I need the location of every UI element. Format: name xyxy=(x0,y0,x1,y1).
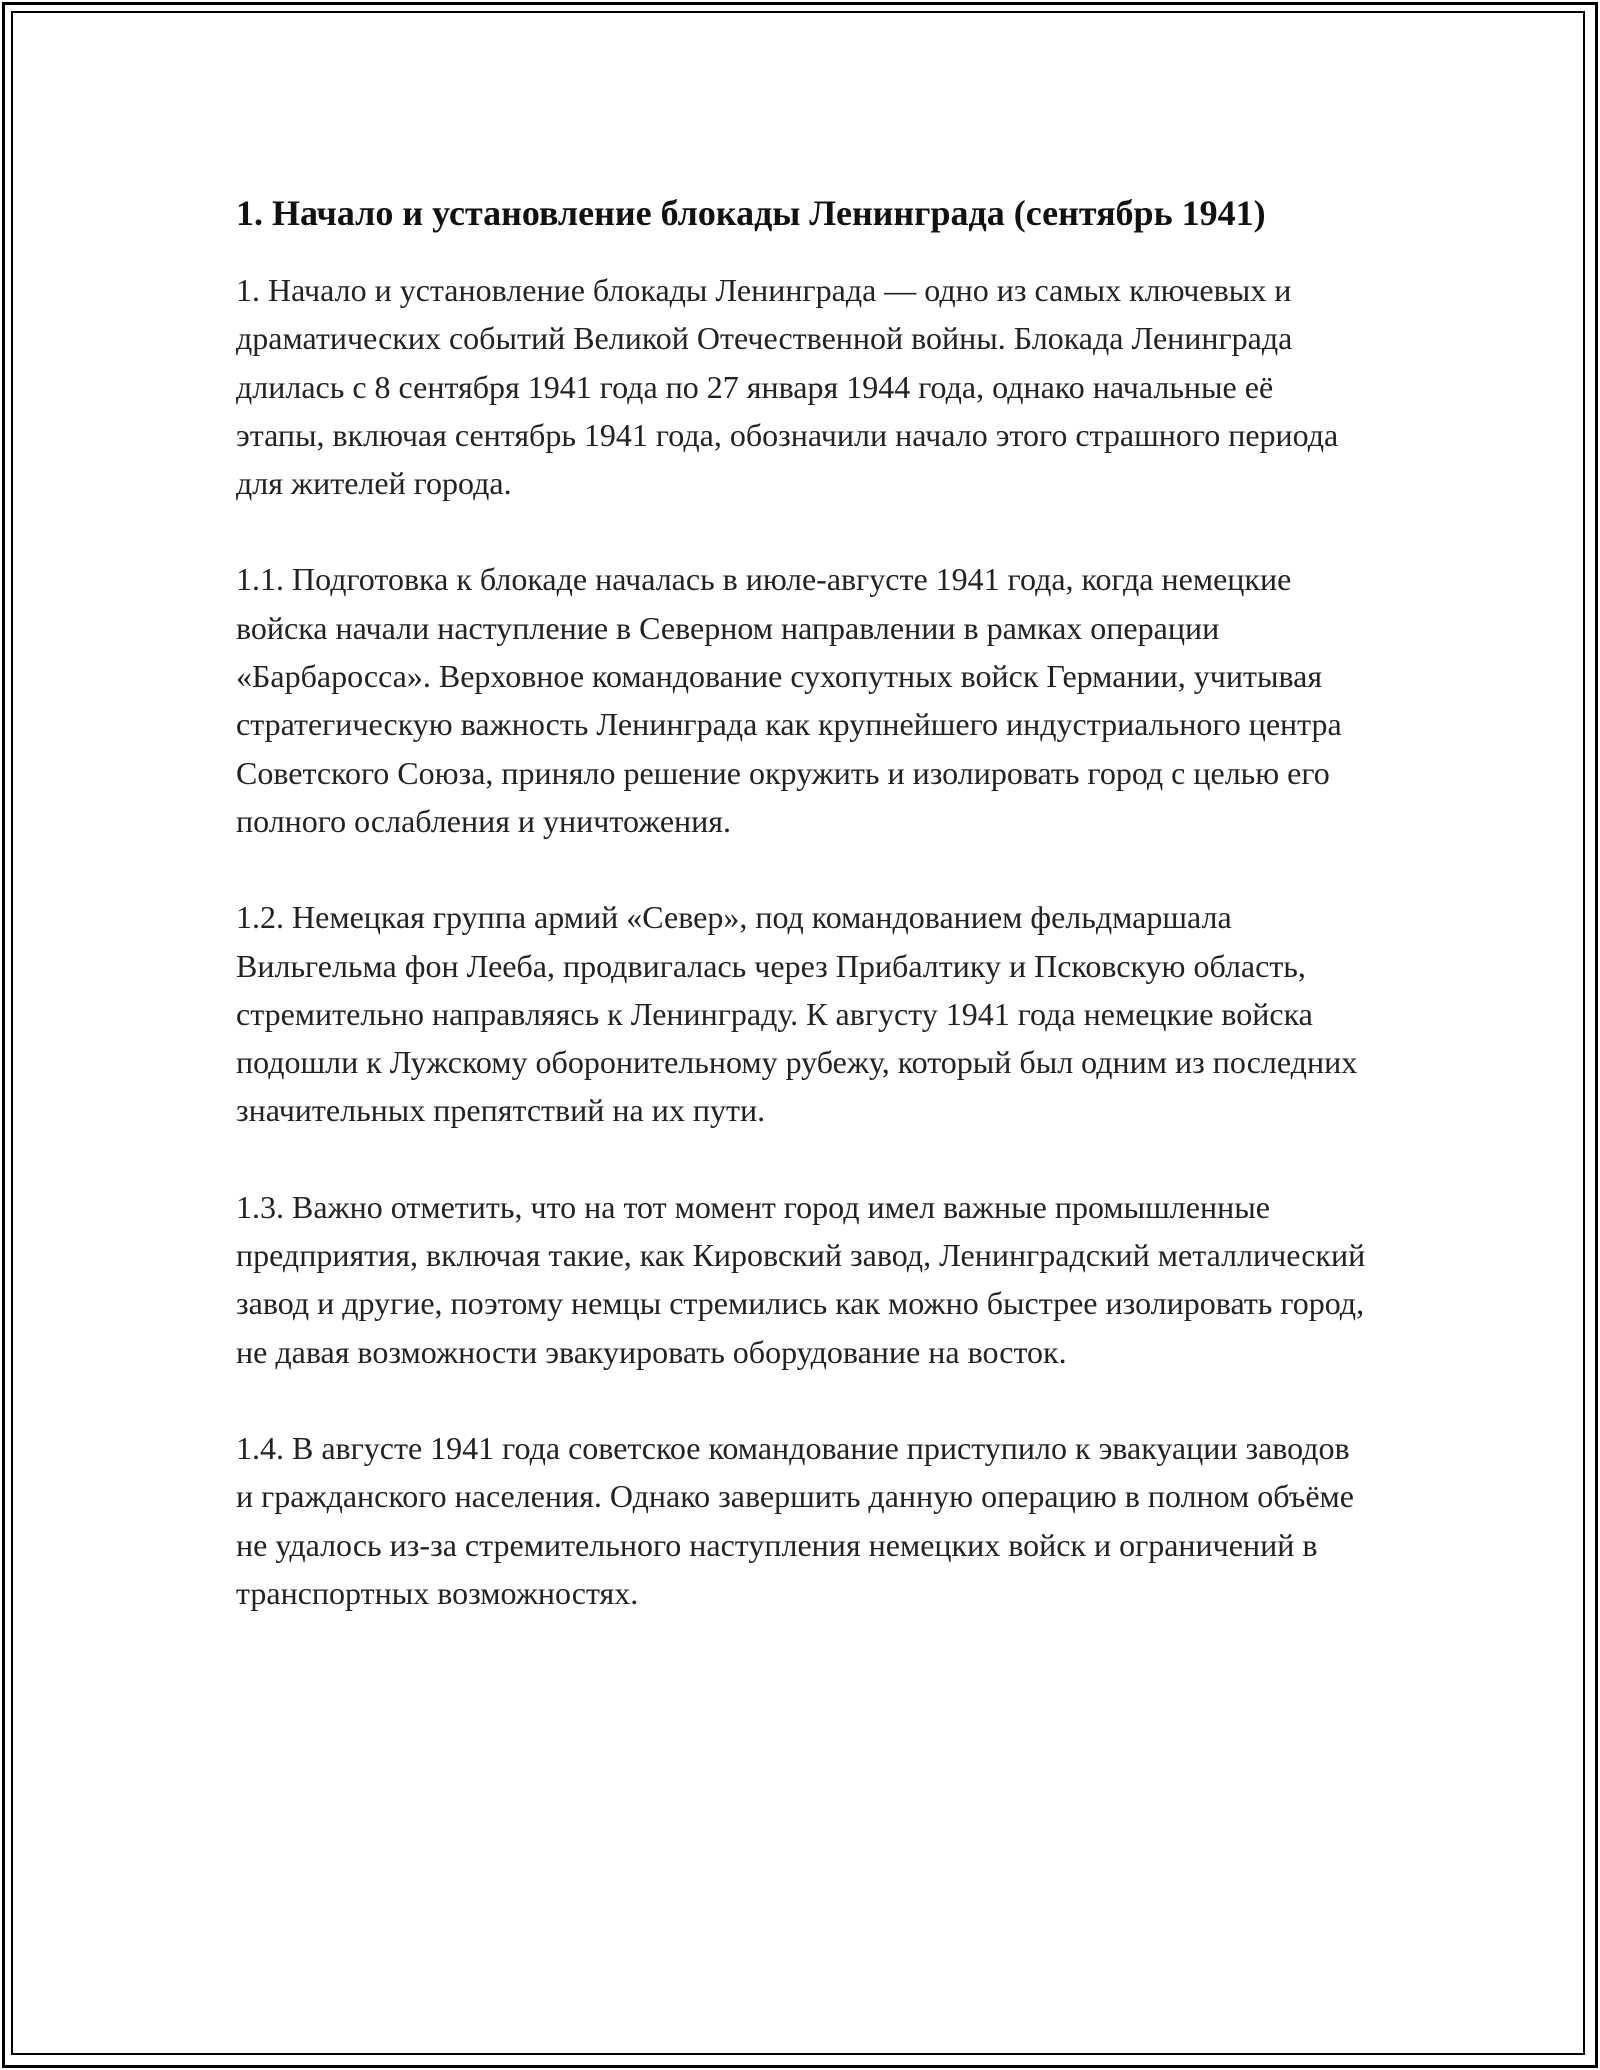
paragraph-1-1: 1.1. Подготовка к блокаде началась в июле-августе 1941 года, когда немецкие войска начали наступление в Северном направлении в рамках операции «Барбаросса». Верховное командование сухопутных войск Германии, учитывая стратегическую важность Ленинграда как крупнейшего индустриального центра Советского Союза, приняло решение окружить и изолировать город с целью его полного ослабления и уничтожения. xyxy=(236,561,1342,839)
paragraph-intro: 1. Начало и установление блокады Ленинграда — одно из самых ключевых и драматических событий Великой Отечественной войны. Блокада Ленинграда длилась с 8 сентября 1941 года по 27 января 1944 года, однако начальные её этапы, включая сентябрь 1941 года, обозначили начало этого страшного периода для жителей города. xyxy=(236,272,1339,502)
paragraph-1-2: 1.2. Немецкая группа армий «Север», под командованием фельдмаршала Вильгельма фон Лееба, продвигалась через Прибалтику и Псковскую область, стремительно направляясь к Ленинграду. К августу 1941 года немецкие войска подошли к Лужскому оборонительному рубежу, который был одним из последних значительных препятствий на их пути. xyxy=(236,899,1358,1129)
document-body xyxy=(236,186,1366,1617)
section-heading: 1. Начало и установление блокады Ленинграда (сентябрь 1941) xyxy=(236,193,1266,233)
paragraph-1-4: 1.4. В августе 1941 года советское командование приступило к эвакуации заводов и гражданского населения. Однако завершить данную операцию в полном объёме не удалось из-за стремительного наступления немецких войск и ограничений в транспортных возможностях. xyxy=(236,1429,1354,1611)
paragraph-1-3: 1.3. Важно отметить, что на тот момент город имел важные промышленные предприятия, включая такие, как Кировский завод, Ленинградский металлический завод и другие, поэтому немцы стремились как можно быстрее изолировать город, не давая возможности эвакуировать оборудование на восток. xyxy=(236,1188,1366,1370)
